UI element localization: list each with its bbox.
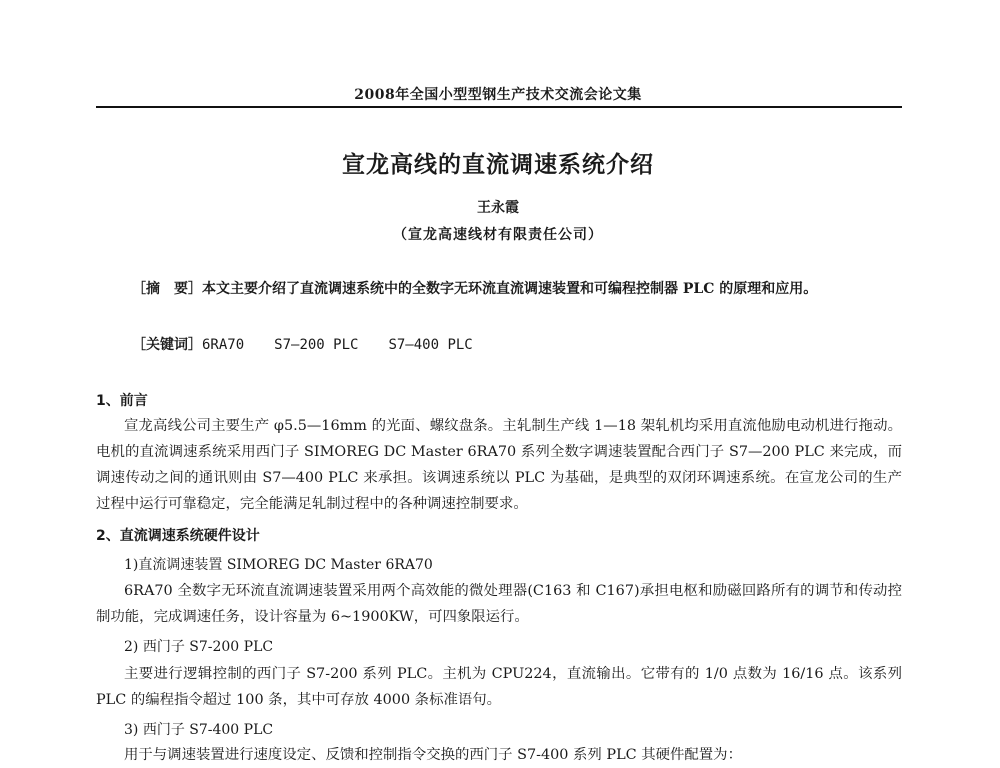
header-rule xyxy=(96,106,902,108)
subsection-label-6ra70: 1)直流调速装置 SIMOREG DC Master 6RA70 xyxy=(124,557,433,573)
section-heading-intro: 1、前言 xyxy=(96,393,148,409)
subsection-paragraph-6ra70: 6RA70 全数字无环流直流调速装置采用两个高效能的微处理器(C163 和 C167)承担电枢和励磁回路所有的调节和传动控制功能，完成调速任务，设计容量为 6~1900KW，可四象限运行。 xyxy=(96,583,902,625)
keyword: S7—400 PLC xyxy=(388,337,473,353)
subsection-label-s7-400: 3) 西门子 S7-400 PLC xyxy=(124,722,274,738)
abstract xyxy=(120,276,880,302)
section-heading-hardware: 2、直流调速系统硬件设计 xyxy=(96,528,260,544)
keywords-label: ［关键词］ xyxy=(132,337,202,353)
author-affiliation: （宣龙高速线材有限责任公司） xyxy=(393,227,603,243)
subsection-paragraph-s7-200: 主要进行逻辑控制的西门子 S7-200 系列 PLC。主机为 CPU224，直流输出。它带有的 1/0 点数为 16/16 点。该系列 PLC 的编程指令超过 100 条，其中可存放 4000 条标准语句。 xyxy=(96,666,902,708)
abstract-text: 本文主要介绍了直流调速系统中的全数字无环流直流调速装置和可编程控制器 PLC 的原理和应用。 xyxy=(202,281,818,297)
subsection-paragraph-s7-400: 用于与调速装置进行速度设定、反馈和控制指令交换的西门子 S7-400 系列 PLC 其硬件配置为： xyxy=(124,747,742,763)
abstract-label: ［摘 要］ xyxy=(132,281,202,297)
running-head: 2008年全国小型型钢生产技术交流会论文集 xyxy=(354,87,642,103)
subsection-label-s7-200: 2) 西门子 S7-200 PLC xyxy=(124,639,274,655)
keyword: S7—200 PLC xyxy=(274,337,359,353)
section-intro-paragraph: 宣龙高线公司主要生产 φ5.5—16mm 的光面、螺纹盘条。主轧制生产线 1—18 架轧机均采用直流他励电动机进行拖动。电机的直流调速系统采用西门子 SIMOREG DC Master 6RA70 系列全数字调速装置配合西门子 S7—200 PLC 来完成，而调速传动之间的通讯则由 S7—400 PLC 来承担。该调速系统以 PLC 为基础，是典型的双闭环调速系统。在宣龙公司的生产过程中运行可靠稳定，完全能满足轧制过程中的各种调速控制要求。 xyxy=(96,418,902,512)
paper-title: 宣龙高线的直流调速系统介绍 xyxy=(342,151,654,178)
author-name: 王永霞 xyxy=(477,200,519,216)
keywords xyxy=(132,332,872,358)
keyword: 6RA70 xyxy=(202,337,245,353)
